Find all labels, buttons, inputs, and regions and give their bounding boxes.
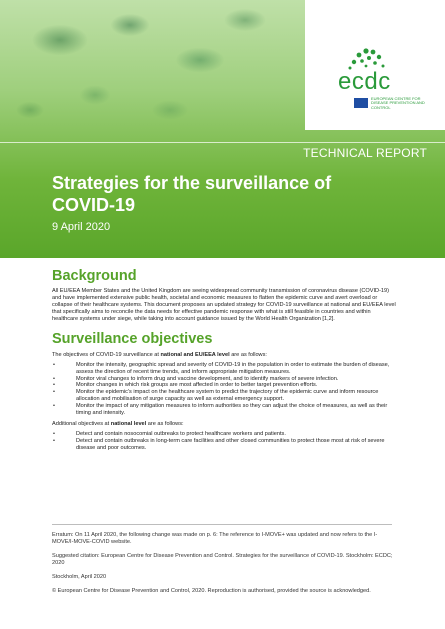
copyright-notice: © European Centre for Disease Prevention and Control, 2020. Reproduction is authorised, provided the source is acknowledged. bbox=[52, 588, 371, 594]
footer-divider bbox=[52, 524, 392, 525]
objectives-list bbox=[52, 362, 397, 416]
additional-intro bbox=[52, 421, 397, 428]
list-item: • Detect and contain outbreaks in long-term care facilities and other closed communities to protect those most at risk of severe disease and poor outcomes. bbox=[76, 438, 397, 452]
main-content bbox=[52, 268, 397, 452]
objectives-intro-text: The objectives of COVID-19 surveillance at bbox=[52, 352, 161, 358]
objectives-intro-end: are as follows: bbox=[229, 352, 267, 358]
logo-subtitle: EUROPEAN CENTRE FOR DISEASE PREVENTION AND CONTROL bbox=[371, 96, 425, 110]
report-type-label: TECHNICAL REPORT bbox=[303, 146, 427, 160]
logo-wordmark: ecdc bbox=[338, 68, 391, 95]
list-item: • Monitor the impact of any mitigation measures to inform authorities so they can adjust the choice of measures, as well as their timing and intensity. bbox=[76, 403, 397, 417]
additional-intro-bold: national level bbox=[110, 421, 147, 428]
objectives-heading: Surveillance objectives bbox=[52, 331, 213, 347]
additional-objectives-list bbox=[52, 431, 397, 451]
additional-intro-end: are as follows: bbox=[146, 421, 184, 428]
list-item: • Detect and contain nosocomial outbreaks to protect healthcare workers and patients. bbox=[76, 431, 397, 438]
list-item: • Monitor viral changes to inform drug and vaccine development, and to identify markers of severe infection. bbox=[76, 376, 397, 383]
list-item: • Monitor the epidemic's impact on the healthcare system to predict the trajectory of the epidemic curve and inform resource allocation and mobilisation of surge capacity as well as external emergency support. bbox=[76, 389, 397, 403]
document-title: Strategies for the surveillance of COVID-19 bbox=[52, 173, 332, 215]
eu-flag-icon bbox=[354, 98, 368, 108]
erratum-note: Erratum: On 11 April 2020, the following change was made on p. 6: The reference to I-MOVE+ was updated and now refers to the I-MOVE/I-MOVE-COVID website. bbox=[52, 532, 378, 545]
objectives-intro bbox=[52, 352, 397, 359]
list-item: • Monitor the intensity, geographic spread and severity of COVID-19 in the population in order to estimate the burden of disease, assess the direction of recent time trends, and inform appropriate mitigation measures. bbox=[76, 362, 397, 376]
list-item: • Monitor changes in which risk groups are most affected in order to better target prevention efforts. bbox=[76, 382, 397, 389]
background-heading: Background bbox=[52, 268, 137, 284]
cover-image bbox=[0, 0, 300, 140]
ecdc-logo bbox=[338, 38, 438, 118]
place-date: Stockholm, April 2020 bbox=[52, 574, 107, 580]
suggested-citation: Suggested citation: European Centre for Disease Prevention and Control. Strategies for the surveillance of COVID-19. Stockholm: ECDC; 2020 bbox=[52, 553, 393, 566]
objectives-intro-bold: national and EU/EEA level bbox=[160, 352, 230, 358]
additional-intro-text: Additional objectives at bbox=[52, 421, 111, 428]
background-text: All EU/EEA Member States and the United Kingdom are seeing widespread community transmission of coronavirus disease (COVID-19) and have implemented extensive public health, societal and economic measures to flatten the epidemic curve and avert overload or collapse of their healthcare systems. This document proposes an updated strategy for COVID-19 surveillance at national and EU/EEA level that specifically aims to reconcile the data needs for effective pandemic response with what is still feasible in countries and within healthcare systems under siege, while taking into account guidance issued by the World Health Organization [1,2]. bbox=[52, 288, 396, 322]
document-date: 9 April 2020 bbox=[52, 221, 111, 233]
